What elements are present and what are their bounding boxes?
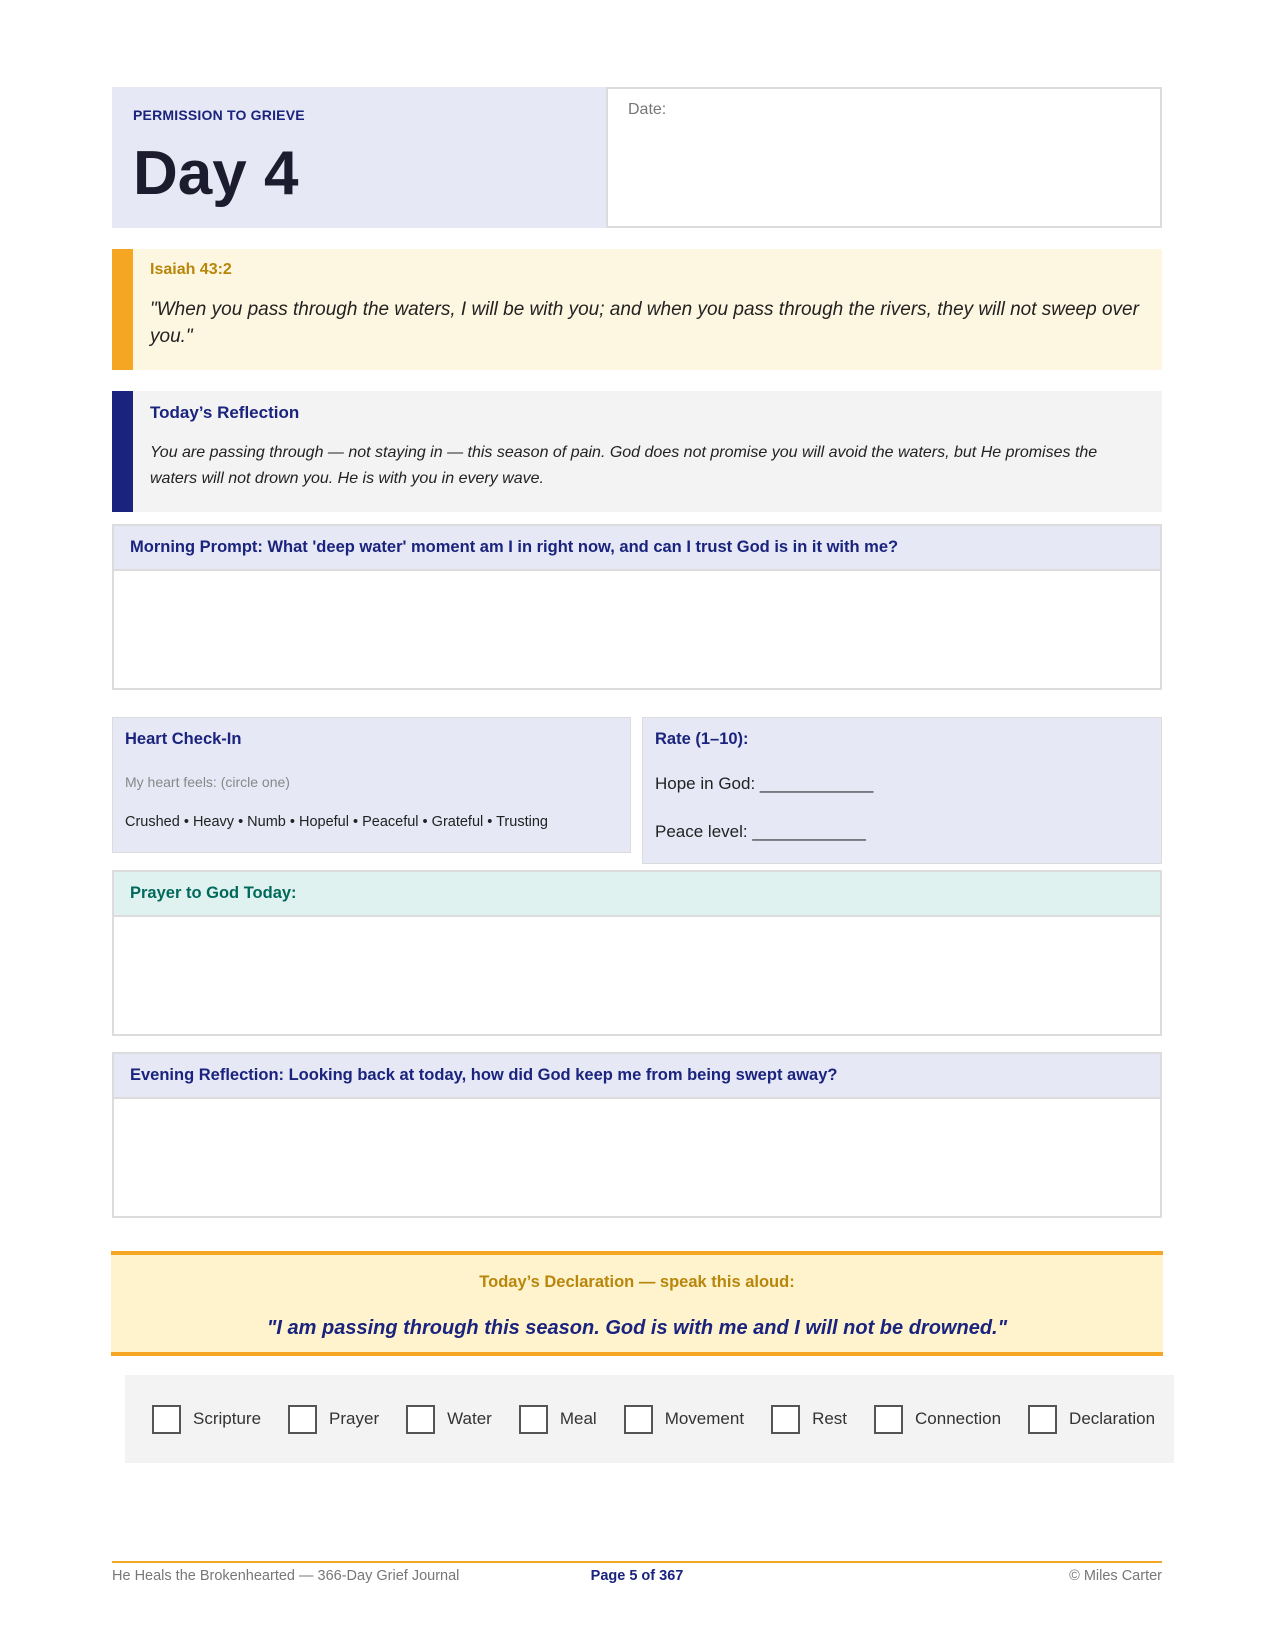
page-footer xyxy=(112,1568,1162,1588)
page-header xyxy=(112,87,1162,228)
scripture-reference: Isaiah 43:2 xyxy=(150,261,232,278)
checklist-item-prayer[interactable] xyxy=(288,1405,379,1434)
date-label: Date: xyxy=(628,101,667,118)
declaration-label: Today’s Declaration — speak this aloud: xyxy=(479,1273,795,1291)
reflection-title: Today’s Reflection xyxy=(150,403,300,422)
reflection-accent-bar xyxy=(112,391,133,512)
checklist-label: Prayer xyxy=(329,1409,380,1428)
page-number: Page 5 of 367 xyxy=(590,1568,684,1584)
checklist-item-movement[interactable] xyxy=(624,1405,744,1434)
checkbox[interactable] xyxy=(288,1405,317,1434)
heart-checkin-card xyxy=(112,717,631,853)
checklist-item-declaration[interactable] xyxy=(1028,1405,1155,1434)
prayer-label: Prayer to God Today: xyxy=(114,872,1160,917)
series-label: PERMISSION TO GRIEVE xyxy=(133,107,305,123)
checklist-label: Scripture xyxy=(193,1409,262,1428)
scripture-card xyxy=(112,249,1162,370)
checklist-item-rest[interactable] xyxy=(771,1405,847,1434)
checklist-label: Declaration xyxy=(1069,1409,1156,1428)
checklist-label: Movement xyxy=(664,1409,745,1428)
heart-checkin-title: Heart Check-In xyxy=(125,730,242,748)
checkbox[interactable] xyxy=(519,1405,548,1434)
footer-divider xyxy=(112,1561,1162,1563)
daily-checklist xyxy=(125,1375,1174,1463)
scripture-accent-bar xyxy=(112,249,133,370)
prayer-box xyxy=(112,870,1162,1036)
reflection-card xyxy=(112,391,1162,512)
declaration-quote: "I am passing through this season. God is with me and I will not be drowned." xyxy=(266,1317,1008,1339)
hope-rating-field[interactable]: Hope in God: ____________ xyxy=(655,774,874,793)
checklist-item-connection[interactable] xyxy=(874,1405,1001,1434)
page-title: Day 4 xyxy=(133,139,299,208)
checklist-label: Meal xyxy=(559,1409,597,1428)
title-panel xyxy=(112,87,606,228)
checklist-label: Rest xyxy=(812,1409,848,1428)
declaration-card xyxy=(111,1251,1163,1356)
checkbox[interactable] xyxy=(624,1405,653,1434)
heart-checkin-subtitle: My heart feels: (circle one) xyxy=(125,774,290,790)
date-field[interactable] xyxy=(606,87,1162,228)
checkbox[interactable] xyxy=(152,1405,181,1434)
checkbox[interactable] xyxy=(771,1405,800,1434)
evening-reflection-label: Evening Reflection: Looking back at today, how did God keep me from being swept away? xyxy=(114,1054,1160,1099)
checklist-item-scripture[interactable] xyxy=(152,1405,261,1434)
reflection-text: You are passing through — not staying in — this season of pain. God does not promise you will avoid the waters, but He promises the waters will not drown you. He is with you in every wave. xyxy=(150,444,1098,487)
checkbox[interactable] xyxy=(1028,1405,1057,1434)
checklist-label: Water xyxy=(447,1409,492,1428)
rate-card xyxy=(642,717,1162,864)
checkbox[interactable] xyxy=(874,1405,903,1434)
checkbox[interactable] xyxy=(406,1405,435,1434)
rate-title: Rate (1–10): xyxy=(655,730,749,748)
evening-reflection-writing-area[interactable] xyxy=(114,1099,1160,1216)
checklist-label: Connection xyxy=(915,1409,1002,1428)
morning-prompt-label: Morning Prompt: What 'deep water' moment am I in right now, and can I trust God is in it with me? xyxy=(114,526,1160,571)
scripture-quote: "When you pass through the waters, I will be with you; and when you pass through the rivers, they will not sweep over you." xyxy=(150,299,1139,347)
heart-feeling-options[interactable]: Crushed • Heavy • Numb • Hopeful • Peaceful • Grateful • Trusting xyxy=(125,814,548,830)
evening-reflection-box xyxy=(112,1052,1162,1218)
checklist-item-meal[interactable] xyxy=(519,1405,597,1434)
footer-book-title: He Heals the Brokenhearted — 366-Day Grief Journal xyxy=(112,1568,460,1584)
morning-prompt-box xyxy=(112,524,1162,690)
peace-rating-field[interactable]: Peace level: ____________ xyxy=(655,822,866,841)
checklist-item-water[interactable] xyxy=(406,1405,492,1434)
footer-copyright: © Miles Carter xyxy=(1069,1568,1162,1584)
morning-prompt-writing-area[interactable] xyxy=(114,571,1160,688)
prayer-writing-area[interactable] xyxy=(114,917,1160,1034)
